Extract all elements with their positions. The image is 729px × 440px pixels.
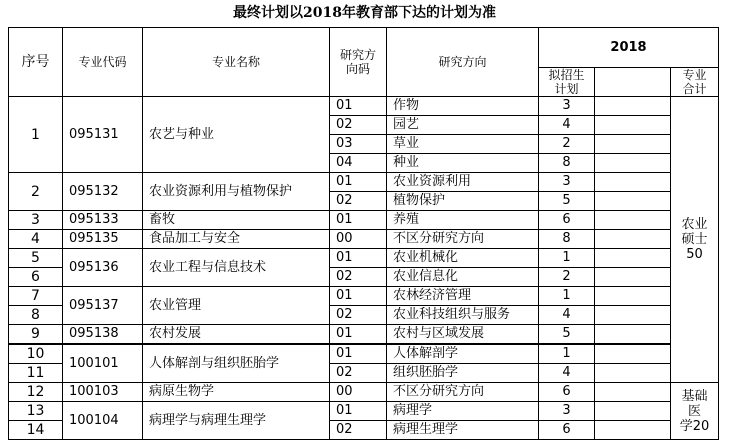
direction-name: 农业资源利用 bbox=[387, 173, 539, 192]
major-name: 畜牧 bbox=[143, 211, 330, 230]
major-name: 人体解剖与组织胚胎学 bbox=[143, 344, 330, 383]
direction-name: 组织胚胎学 bbox=[387, 364, 539, 383]
header-plan-line2: 计划 bbox=[554, 82, 579, 96]
major-code: 100103 bbox=[63, 383, 143, 402]
header-direction-code-line2: 向码 bbox=[345, 62, 370, 76]
row-seq: 4 bbox=[9, 230, 63, 249]
major-code: 095132 bbox=[63, 173, 143, 211]
major-total-line: 50 bbox=[686, 247, 703, 262]
row-seq: 13 bbox=[9, 402, 63, 421]
direction-name: 病理学 bbox=[387, 402, 539, 421]
page-title: 最终计划以2018年教育部下达的计划为准 bbox=[233, 5, 496, 21]
header-total-line2: 合计 bbox=[682, 82, 707, 96]
direction-code: 01 bbox=[330, 344, 387, 364]
plan-count: 3 bbox=[539, 402, 595, 421]
row-seq: 5 bbox=[9, 249, 63, 268]
major-code: 095131 bbox=[63, 97, 143, 173]
major-total bbox=[671, 383, 719, 440]
plan-count: 3 bbox=[539, 97, 595, 116]
direction-name: 不区分研究方向 bbox=[387, 230, 539, 249]
table-row bbox=[9, 383, 719, 402]
header-plan bbox=[539, 68, 595, 97]
blank-cell bbox=[595, 154, 671, 173]
table-row bbox=[9, 173, 719, 192]
plan-count: 6 bbox=[539, 421, 595, 440]
plan-count: 2 bbox=[539, 135, 595, 154]
major-total-line: 医 bbox=[688, 403, 702, 419]
direction-code: 03 bbox=[330, 135, 387, 154]
major-code: 095137 bbox=[63, 287, 143, 325]
row-seq: 1 bbox=[9, 97, 63, 173]
direction-code: 01 bbox=[330, 287, 387, 306]
direction-name: 植物保护 bbox=[387, 192, 539, 211]
table-row bbox=[9, 325, 719, 345]
direction-name: 农村与区域发展 bbox=[387, 325, 539, 345]
row-seq: 6 bbox=[9, 268, 63, 287]
row-seq: 12 bbox=[9, 383, 63, 402]
plan-count: 4 bbox=[539, 364, 595, 383]
major-name: 农业管理 bbox=[143, 287, 330, 325]
direction-name: 种业 bbox=[387, 154, 539, 173]
table-row bbox=[9, 402, 719, 421]
enrollment-table bbox=[8, 27, 719, 440]
major-code: 095135 bbox=[63, 230, 143, 249]
row-seq: 8 bbox=[9, 306, 63, 325]
major-code: 095136 bbox=[63, 249, 143, 287]
direction-code: 02 bbox=[330, 421, 387, 440]
blank-cell bbox=[595, 97, 671, 116]
major-code: 100104 bbox=[63, 402, 143, 440]
direction-code: 01 bbox=[330, 211, 387, 230]
major-code: 095133 bbox=[63, 211, 143, 230]
header-direction-code bbox=[330, 28, 387, 97]
blank-cell bbox=[595, 230, 671, 249]
blank-cell bbox=[595, 364, 671, 383]
major-code: 095138 bbox=[63, 325, 143, 345]
direction-code: 00 bbox=[330, 383, 387, 402]
plan-count: 1 bbox=[539, 249, 595, 268]
direction-code: 01 bbox=[330, 249, 387, 268]
blank-cell bbox=[595, 344, 671, 364]
blank-cell bbox=[595, 135, 671, 154]
row-seq: 2 bbox=[9, 173, 63, 211]
plan-count: 4 bbox=[539, 116, 595, 135]
header-total bbox=[671, 68, 719, 97]
major-name: 病理学与病理生理学 bbox=[143, 402, 330, 440]
direction-code: 04 bbox=[330, 154, 387, 173]
major-name: 农艺与种业 bbox=[143, 97, 330, 173]
major-name: 病原生物学 bbox=[143, 383, 330, 402]
plan-count: 6 bbox=[539, 211, 595, 230]
major-total-line: 基础 bbox=[681, 388, 708, 404]
blank-cell bbox=[595, 383, 671, 402]
table-row bbox=[9, 211, 719, 230]
table-row bbox=[9, 97, 719, 116]
table-row bbox=[9, 230, 719, 249]
blank-cell bbox=[595, 287, 671, 306]
header-direction-code-line1: 研究方 bbox=[339, 48, 376, 62]
direction-code: 02 bbox=[330, 192, 387, 211]
blank-cell bbox=[595, 211, 671, 230]
direction-name: 园艺 bbox=[387, 116, 539, 135]
major-code: 100101 bbox=[63, 344, 143, 383]
row-seq: 11 bbox=[9, 364, 63, 383]
major-name: 食品加工与安全 bbox=[143, 230, 330, 249]
table-row bbox=[9, 287, 719, 306]
blank-cell bbox=[595, 421, 671, 440]
blank-cell bbox=[595, 192, 671, 211]
blank-cell bbox=[595, 249, 671, 268]
direction-code: 01 bbox=[330, 97, 387, 116]
direction-code: 00 bbox=[330, 230, 387, 249]
major-name: 农村发展 bbox=[143, 325, 330, 345]
direction-name: 农业科技组织与服务 bbox=[387, 306, 539, 325]
plan-count: 1 bbox=[539, 344, 595, 364]
direction-name: 农业信息化 bbox=[387, 268, 539, 287]
direction-name: 农林经济管理 bbox=[387, 287, 539, 306]
direction-name: 作物 bbox=[387, 97, 539, 116]
direction-code: 02 bbox=[330, 364, 387, 383]
plan-count: 2 bbox=[539, 268, 595, 287]
plan-count: 5 bbox=[539, 192, 595, 211]
direction-code: 01 bbox=[330, 173, 387, 192]
direction-name: 人体解剖学 bbox=[387, 344, 539, 364]
major-total bbox=[671, 97, 719, 383]
major-total-line: 学20 bbox=[679, 418, 710, 434]
plan-count: 5 bbox=[539, 325, 595, 345]
blank-cell bbox=[595, 116, 671, 135]
major-name: 农业工程与信息技术 bbox=[143, 249, 330, 287]
header-plan-line1: 拟招生 bbox=[548, 68, 585, 82]
row-seq: 14 bbox=[9, 421, 63, 440]
direction-name: 不区分研究方向 bbox=[387, 383, 539, 402]
row-seq: 3 bbox=[9, 211, 63, 230]
plan-count: 8 bbox=[539, 154, 595, 173]
header-blank bbox=[595, 68, 671, 97]
direction-name: 病理生理学 bbox=[387, 421, 539, 440]
plan-count: 3 bbox=[539, 173, 595, 192]
header-total-line1: 专业 bbox=[682, 68, 707, 82]
plan-count: 8 bbox=[539, 230, 595, 249]
plan-count: 1 bbox=[539, 287, 595, 306]
blank-cell bbox=[595, 268, 671, 287]
header-code: 专业代码 bbox=[63, 28, 143, 97]
direction-code: 02 bbox=[330, 306, 387, 325]
direction-name: 农业机械化 bbox=[387, 249, 539, 268]
table-row bbox=[9, 249, 719, 268]
table-row bbox=[9, 344, 719, 364]
direction-name: 草业 bbox=[387, 135, 539, 154]
plan-count: 4 bbox=[539, 306, 595, 325]
header-name: 专业名称 bbox=[143, 28, 330, 97]
blank-cell bbox=[595, 173, 671, 192]
direction-name: 养殖 bbox=[387, 211, 539, 230]
header-year: 2018 bbox=[539, 28, 719, 68]
blank-cell bbox=[595, 402, 671, 421]
direction-code: 02 bbox=[330, 116, 387, 135]
header-direction: 研究方向 bbox=[387, 28, 539, 97]
row-seq: 10 bbox=[9, 344, 63, 364]
direction-code: 02 bbox=[330, 268, 387, 287]
plan-count: 6 bbox=[539, 383, 595, 402]
major-name: 农业资源利用与植物保护 bbox=[143, 173, 330, 211]
blank-cell bbox=[595, 325, 671, 345]
blank-cell bbox=[595, 306, 671, 325]
header-seq: 序号 bbox=[9, 28, 63, 97]
major-total-line: 农业 bbox=[681, 217, 708, 232]
row-seq: 9 bbox=[9, 325, 63, 345]
major-total-line: 硕士 bbox=[681, 232, 708, 247]
direction-code: 01 bbox=[330, 325, 387, 345]
row-seq: 7 bbox=[9, 287, 63, 306]
direction-code: 01 bbox=[330, 402, 387, 421]
